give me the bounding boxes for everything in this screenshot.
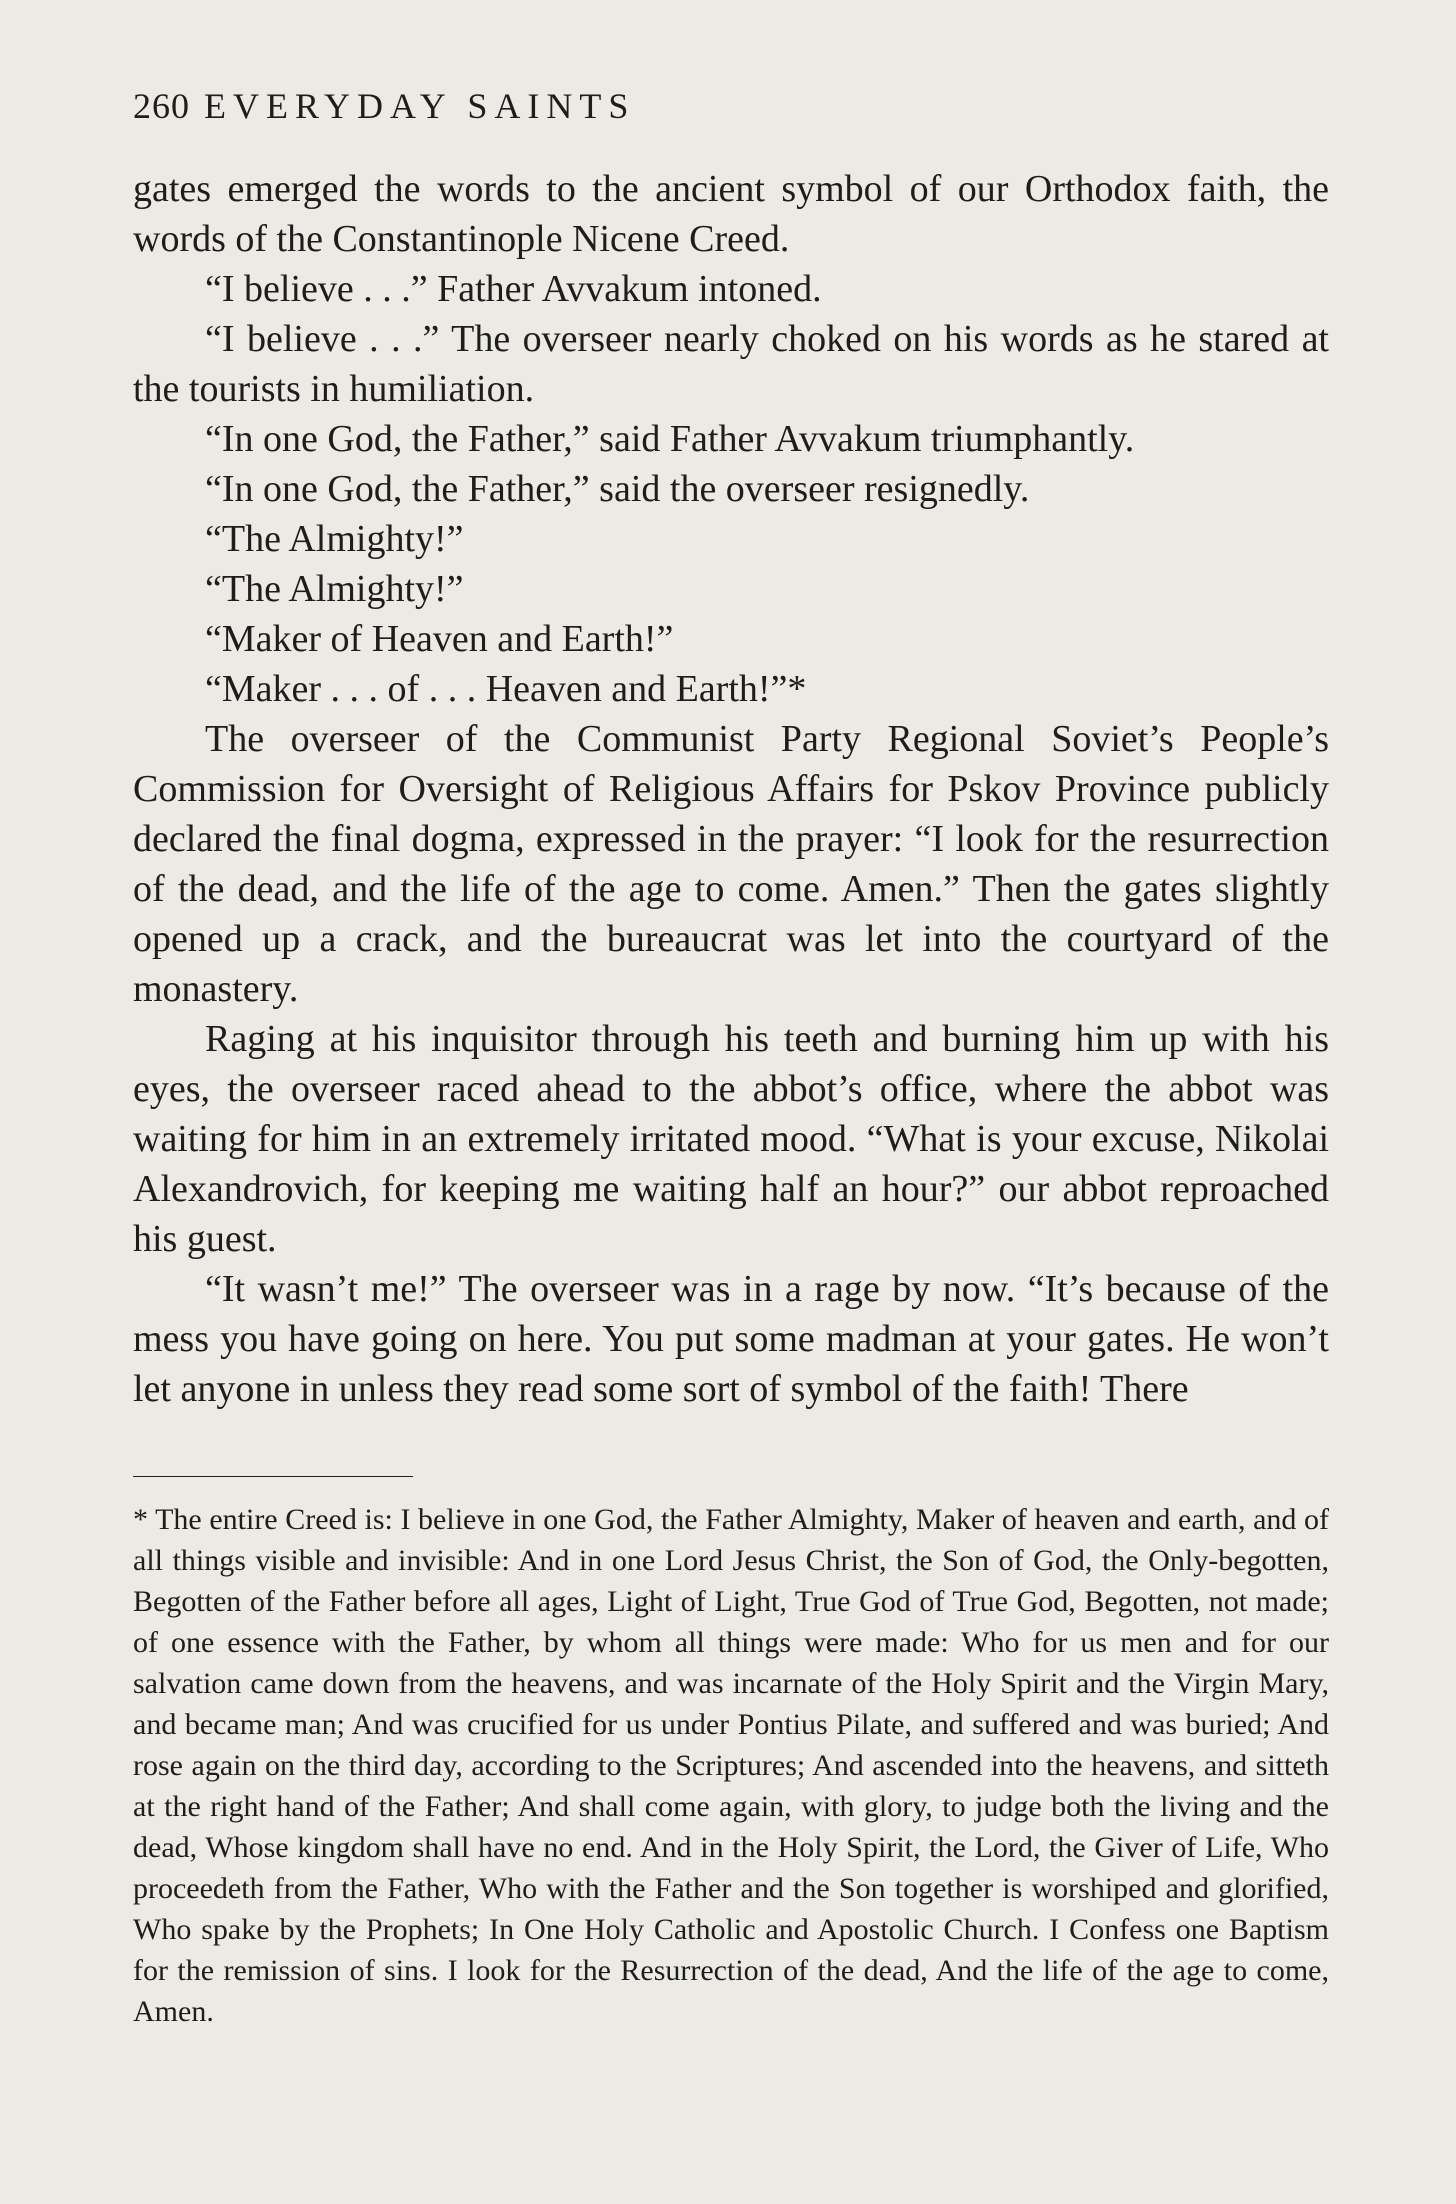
paragraph: “Maker . . . of . . . Heaven and Earth!”* (205, 668, 807, 710)
page-number: 260 (133, 86, 190, 126)
paragraph: “In one God, the Father,” said the overseer resignedly. (205, 468, 1030, 510)
book-page (133, 78, 1329, 2032)
paragraph-continued: gates emerged the words to the ancient symbol of our Orthodox faith, the words of the Constantinople Nicene Creed. (133, 168, 1329, 260)
paragraph: “Maker of Heaven and Earth!” (205, 618, 674, 660)
paragraph: “I believe . . .” The overseer nearly choked on his words as he stared at the tourists in humiliation. (133, 318, 1329, 410)
paragraph: “In one God, the Father,” said Father Avvakum triumphantly. (205, 418, 1135, 460)
paragraph: “I believe . . .” Father Avvakum intoned. (205, 268, 822, 310)
body-text (133, 164, 1329, 1414)
paragraph: Raging at his inquisitor through his teeth and burning him up with his eyes, the overseer raced ahead to the abbot’s office, where the abbot was waiting for him in an extremely irritated mood. “What is your excuse, Nikolai Alexandrovich, for keeping me waiting half an hour?” our abbot reproached his guest. (133, 1018, 1329, 1260)
book-title: EVERYDAY SAINTS (204, 86, 636, 126)
running-head (133, 78, 1329, 134)
footnote-divider (133, 1476, 413, 1477)
paragraph: The overseer of the Communist Party Regional Soviet’s People’s Commission for Oversight of Religious Affairs for Pskov Province publicly declared the final dogma, expressed in the prayer: “I look for the resurrection of the dead, and the life of the age to come. Amen.” Then the gates slightly opened up a crack, and the bureaucrat was let into the courtyard of the monastery. (133, 718, 1329, 1010)
paragraph: “The Almighty!” (205, 518, 464, 560)
footnote: * The entire Creed is: I believe in one God, the Father Almighty, Maker of heaven and earth, and of all things visible and invisible: And in one Lord Jesus Christ, the Son of God, the Only-begotten, Begotten of the Father before all ages, Light of Light, True God of True God, Begotten, not made; of one essence with the Father, by whom all things were made: Who for us men and for our salvation came down from the heavens, and was incarnate of the Holy Spirit and the Virgin Mary, and became man; And was crucified for us under Pontius Pilate, and suffered and was buried; And rose again on the third day, according to the Scriptures; And ascended into the heavens, and sitteth at the right hand of the Father; And shall come again, with glory, to judge both the living and the dead, Whose kingdom shall have no end. And in the Holy Spirit, the Lord, the Giver of Life, Who proceedeth from the Father, Who with the Father and the Son together is worshiped and glorified, Who spake by the Prophets; In One Holy Catholic and Apostolic Church. I Confess one Baptism for the remission of sins. I look for the Resurrection of the dead, And the life of the age to come, Amen. (133, 1503, 1329, 2028)
paragraph: “It wasn’t me!” The overseer was in a rage by now. “It’s because of the mess you have going on here. You put some madman at your gates. He won’t let anyone in unless they read some sort of symbol of the faith! There (133, 1268, 1329, 1410)
paragraph: “The Almighty!” (205, 568, 464, 610)
